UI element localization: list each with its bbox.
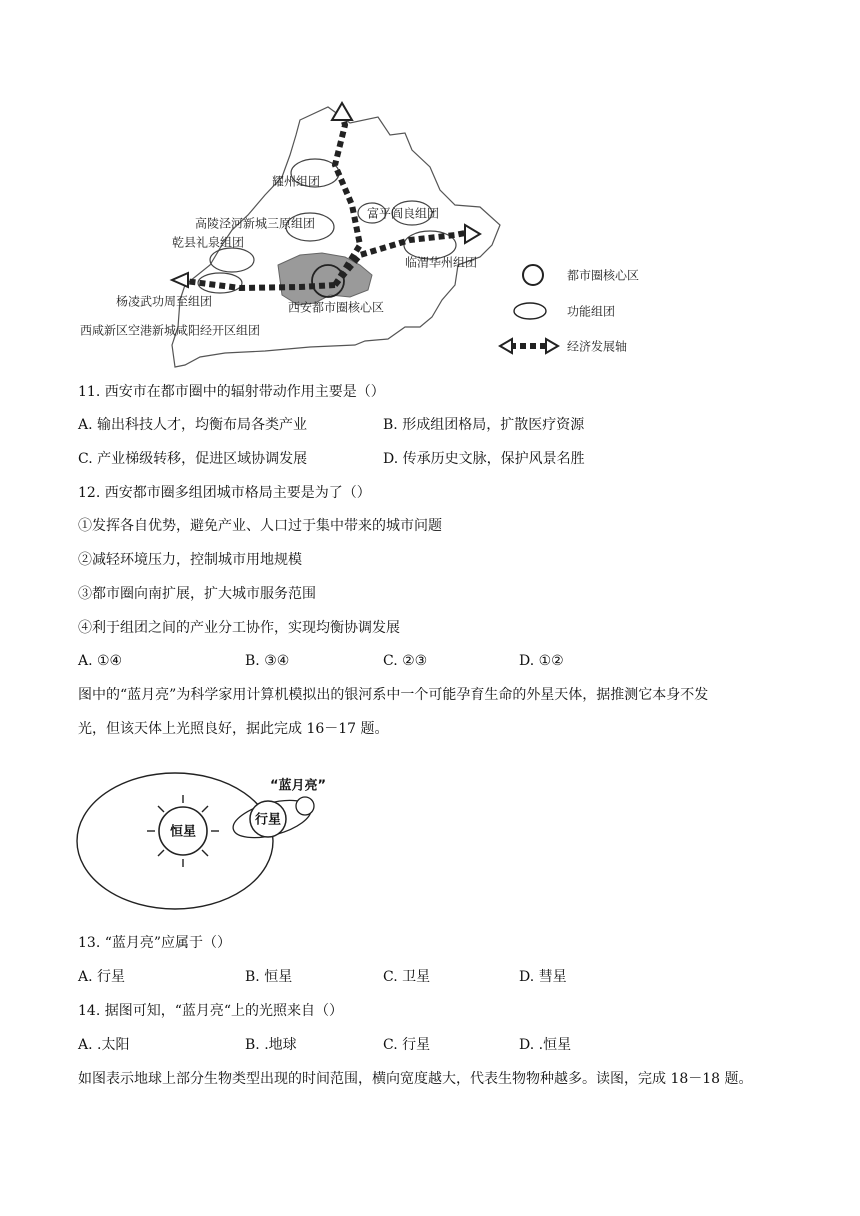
q14-option-c: C. 行星 (383, 1037, 431, 1053)
q12-statement-2: ②减轻环境压力，控制城市用地规模 (78, 552, 302, 568)
label-xian-core: 西安都市圈核心区 (288, 300, 385, 315)
q12-statement-1: ①发挥各自优势，避免产业、人口过于集中带来的城市问题 (78, 518, 442, 534)
legend-group-icon (514, 303, 546, 319)
legend-axis-left-arrow-icon (500, 339, 512, 353)
planet-label: 行星 (255, 812, 282, 828)
q14-option-d: D. .恒星 (519, 1037, 572, 1053)
intro2-line1: 图中的“蓝月亮”为科学家用计算机模拟出的银河系中一个可能孕育生命的外星天体，据推测它本身不发 (78, 687, 709, 703)
q13-option-c: C. 卫星 (383, 969, 431, 985)
label-fuping: 富平阎良组团 (367, 206, 440, 221)
q11-option-a: A. 输出科技人才，均衡布局各类产业 (78, 417, 308, 433)
blue-moon-icon (296, 797, 314, 815)
label-gaoling: 高陵泾河新城三原组团 (195, 216, 316, 231)
q13-stem: 13. “蓝月亮”应属于（） (78, 935, 232, 951)
q11-option-b: B. 形成组团格局，扩散医疗资源 (383, 417, 585, 433)
legend-core-icon (523, 265, 543, 285)
q12-option-a: A. ①④ (78, 653, 123, 669)
arrow-west-icon (172, 273, 188, 287)
q11-option-d: D. 传承历史文脉，保护风景名胜 (383, 451, 585, 467)
label-yangling: 杨凌武功周至组团 (116, 294, 213, 309)
intro3: 如图表示地球上部分生物类型出现的时间范围，横向宽度越大，代表生物物种越多。读图，完成 18－18 题。 (78, 1071, 753, 1087)
legend-axis-right-arrow-icon (546, 339, 558, 353)
intro2-line2: 光，但该天体上光照良好，据此完成 16－17 题。 (78, 721, 389, 737)
star-label: 恒星 (170, 824, 197, 840)
q12-option-c: C. ②③ (383, 653, 428, 669)
q12-statement-4: ④利于组团之间的产业分工协作，实现均衡协调发展 (78, 620, 400, 636)
q13-option-b: B. 恒星 (245, 969, 293, 985)
q12-stem: 12. 西安都市圈多组团城市格局主要是为了（） (78, 485, 371, 501)
q13-option-a: A. 行星 (78, 969, 126, 985)
q11-stem: 11. 西安市在都市圈中的辐射带动作用主要是（） (78, 384, 385, 400)
q13-option-d: D. 彗星 (519, 969, 567, 985)
q12-option-b: B. ③④ (245, 653, 290, 669)
blue-moon-label: “蓝月亮” (270, 778, 327, 794)
q12-option-d: D. ①② (519, 653, 564, 669)
metro-area-map (60, 95, 700, 380)
label-linwei: 临渭华州组团 (405, 255, 478, 270)
star-planet-figure (75, 765, 365, 925)
legend-group-label: 功能组团 (567, 304, 616, 319)
q14-stem: 14. 据图可知，“蓝月亮“上的光照来自（） (78, 1003, 344, 1019)
q14-option-b: B. .地球 (245, 1037, 297, 1053)
legend-core-label: 都市圈核心区 (567, 268, 640, 283)
q12-statement-3: ③都市圈向南扩展，扩大城市服务范围 (78, 586, 316, 602)
label-qianxian: 乾县礼泉组团 (172, 235, 245, 250)
legend-axis-label: 经济发展轴 (567, 339, 628, 354)
label-yaozhou: 耀州组团 (272, 174, 321, 189)
q11-option-c: C. 产业梯级转移，促进区域协调发展 (78, 451, 308, 467)
label-xixian: 西咸新区空港新城咸阳经开区组团 (80, 323, 261, 338)
q14-option-a: A. .太阳 (78, 1037, 130, 1053)
